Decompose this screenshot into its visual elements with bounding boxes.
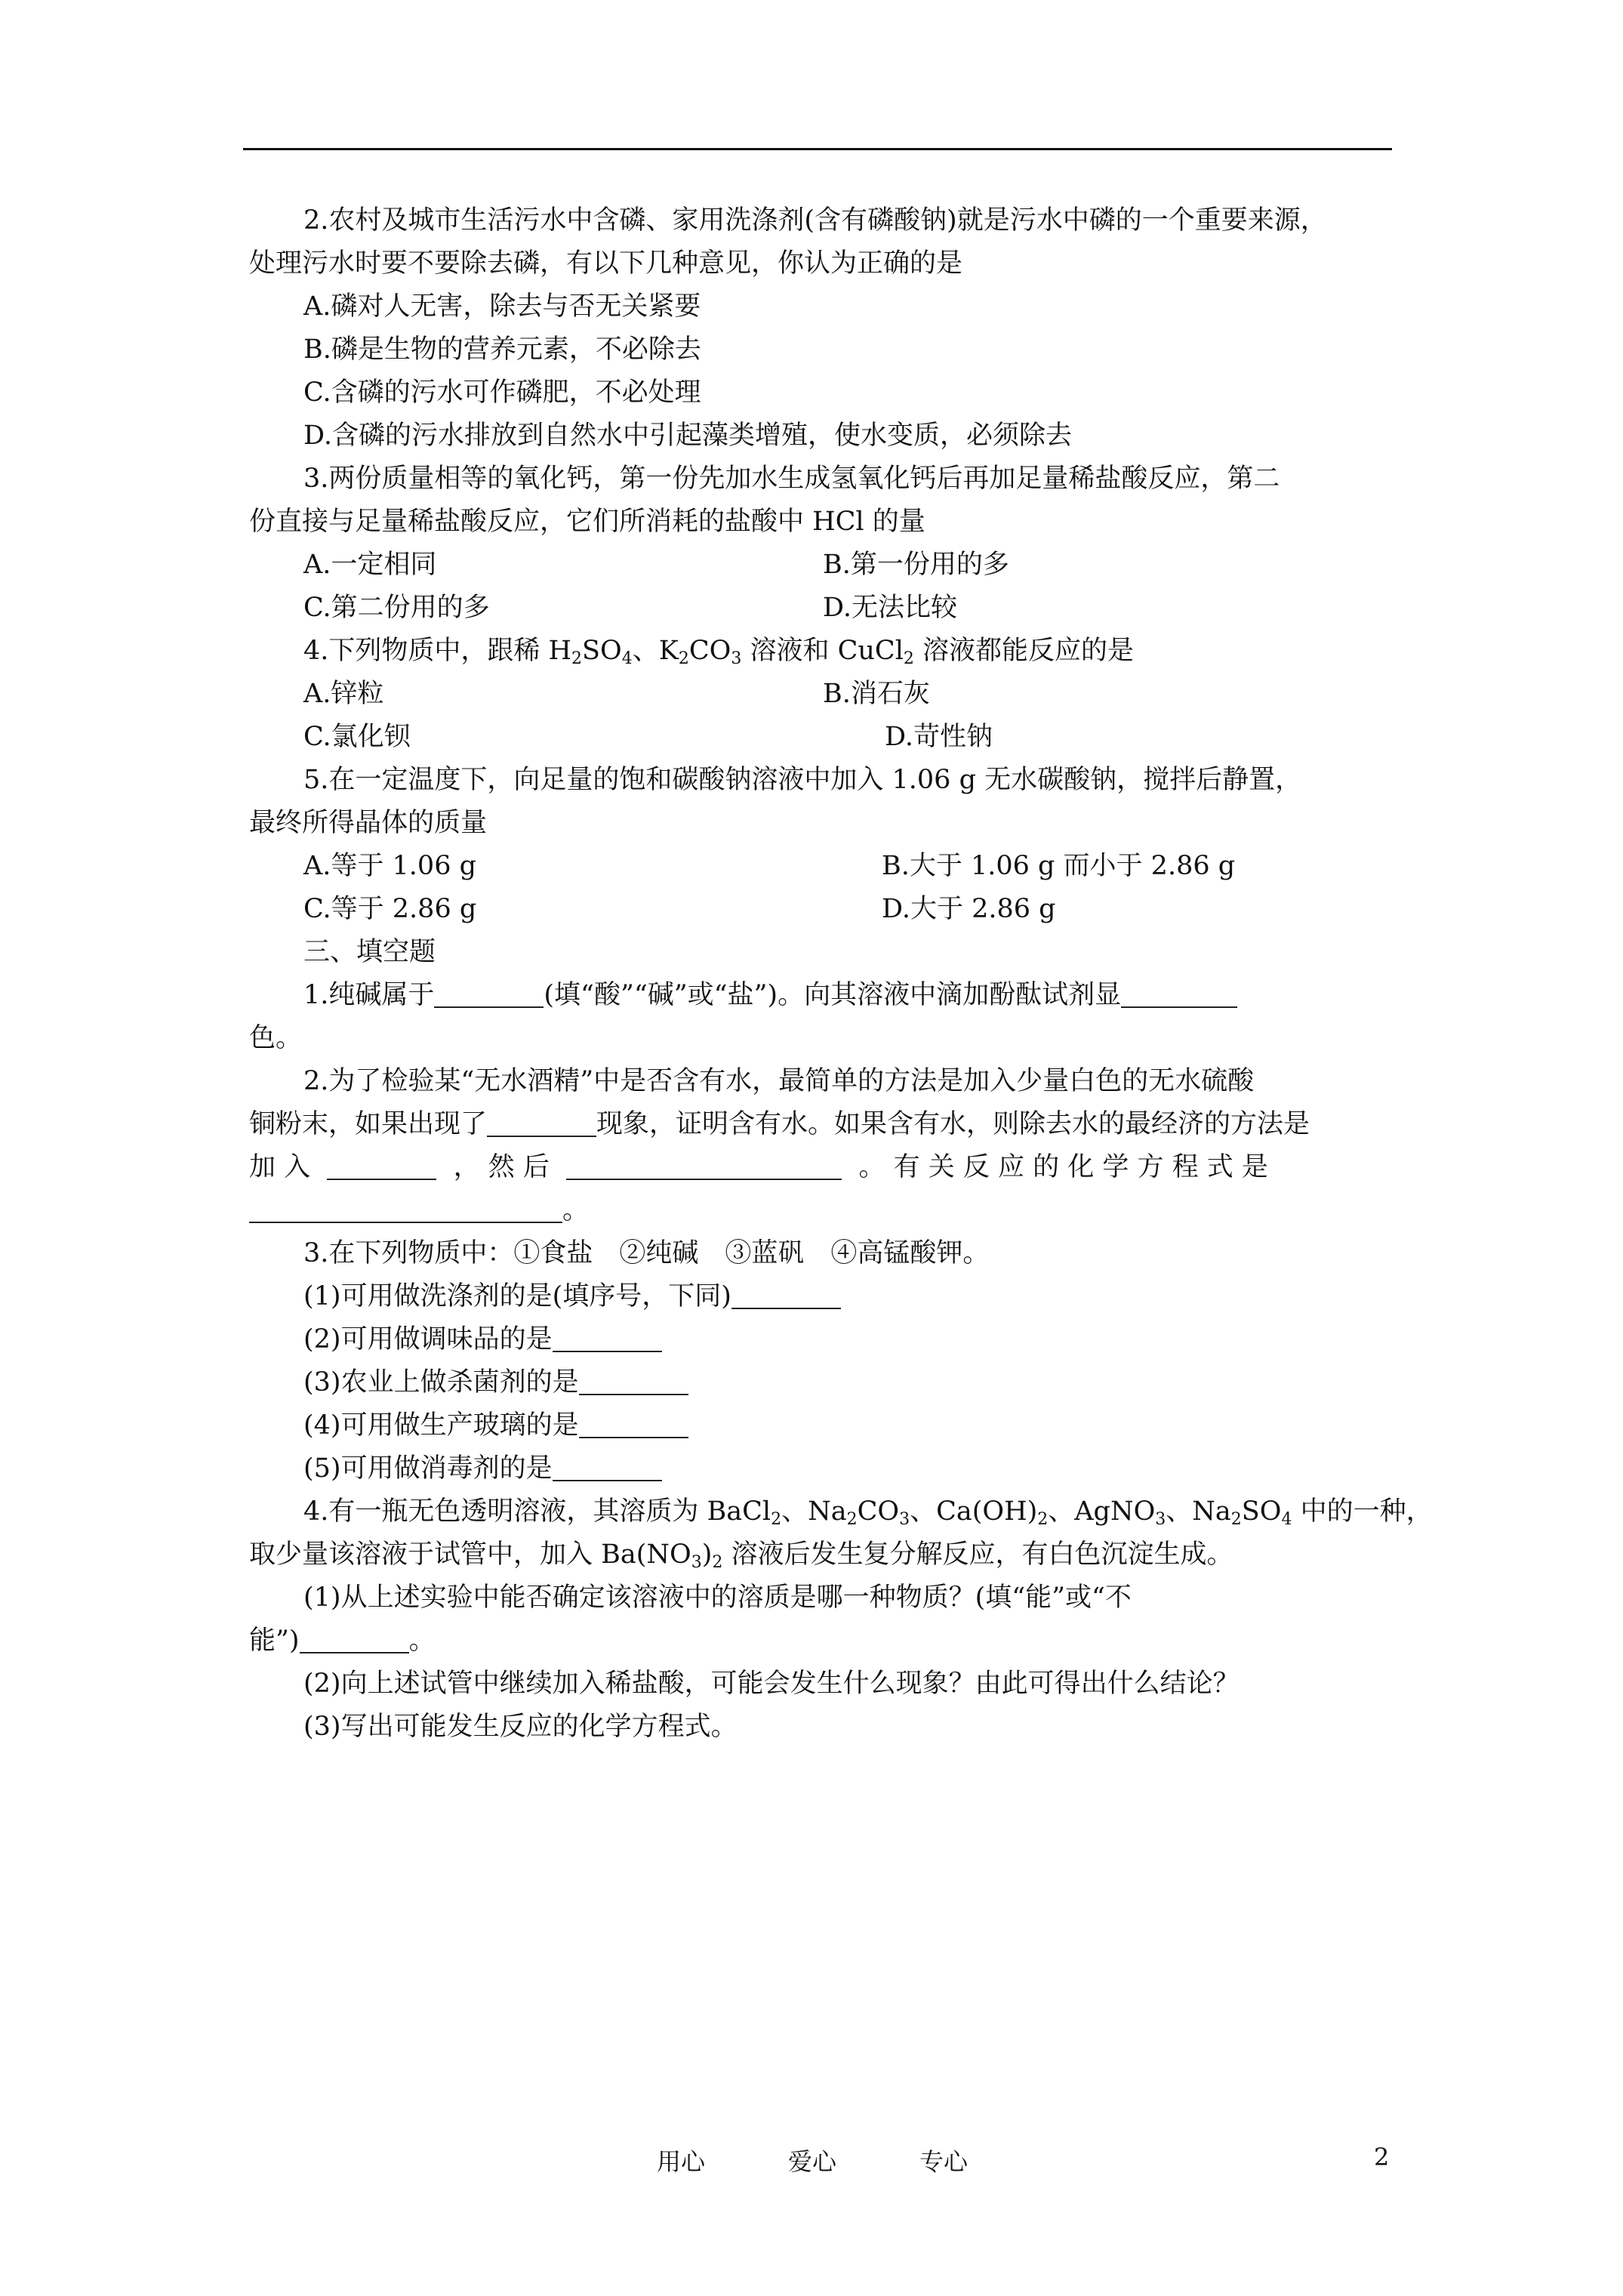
- subscript: 3: [691, 1553, 702, 1572]
- footer-motto-2: 爱心: [788, 2147, 837, 2176]
- q4-option-b: B.消石灰: [823, 679, 930, 709]
- footer-motto: [657, 2143, 968, 2177]
- f3-text: (4)可用做生产玻璃的是: [303, 1410, 579, 1441]
- q2-option-c: C.含磷的污水可作磷肥，不必处理: [303, 378, 701, 408]
- question-5: [249, 759, 1389, 931]
- q5-options-row1: [249, 845, 1389, 888]
- f2-text: 现象，证明含有水。如果含有水，则除去水的最经济的方法是: [596, 1109, 1310, 1139]
- answer-blank[interactable]: [579, 1411, 688, 1438]
- q4-stem-text: CO: [688, 636, 731, 666]
- footer-motto-3: 专心: [919, 2147, 969, 2176]
- subscript: 4: [621, 649, 633, 668]
- q2-option-a: A.磷对人无害，除去与否无关紧要: [303, 291, 701, 322]
- f4-stem-line2: [249, 1533, 1389, 1576]
- subscript: 4: [1281, 1510, 1292, 1529]
- q5-option-c: C.等于 2.86 g: [303, 894, 477, 924]
- answer-blank[interactable]: [487, 1110, 596, 1137]
- question-3: [249, 458, 1389, 630]
- f4-text: 取少量该溶液于试管中，加入 Ba(NO: [249, 1539, 691, 1570]
- f3-text: (5)可用做消毒剂的是: [303, 1453, 553, 1484]
- q4-option-c: C.氯化钡: [303, 722, 411, 752]
- answer-blank[interactable]: [579, 1368, 688, 1395]
- fill-question-4: [249, 1490, 1433, 1749]
- f1-text: (填“酸”“碱”或“盐”)。向其溶液中滴加酚酞试剂显: [544, 980, 1122, 1010]
- q5-option-a: A.等于 1.06 g: [303, 851, 476, 881]
- question-4: [249, 630, 1389, 759]
- q4-option-d: D.苛性钠: [885, 722, 993, 752]
- q3-options-row2: [249, 587, 1389, 630]
- f3-sub-2: [249, 1318, 1389, 1361]
- q2-option-d: D.含磷的污水排放到自然水中引起藻类增殖，使水变质，必须除去: [303, 421, 1072, 451]
- q5-options-row2: [249, 888, 1389, 931]
- f3-sub-3: [249, 1361, 1389, 1404]
- f2-text: 铜粉末，如果出现了: [249, 1109, 488, 1139]
- subscript: 2: [846, 1510, 858, 1529]
- q3-option-c: C.第二份用的多: [303, 593, 490, 623]
- f4-text: ): [701, 1539, 713, 1570]
- f3-sub-4: [249, 1404, 1389, 1447]
- answer-blank[interactable]: [566, 1153, 842, 1180]
- f2-text: 加 入: [249, 1152, 311, 1182]
- f4-text: 溶液后发生复分解反应，有白色沉淀生成。: [722, 1539, 1233, 1570]
- f4-text: 能”): [249, 1626, 300, 1656]
- f4-text: 4.有一瓶无色透明溶液，其溶质为 BaCl: [303, 1496, 771, 1527]
- f4-sub-3: (3)写出可能发生反应的化学方程式。: [303, 1712, 738, 1742]
- f4-sub-2: (2)向上述试管中继续加入稀盐酸，可能会发生什么现象？由此可得出什么结论？: [303, 1669, 1240, 1699]
- fill-question-2: [249, 1060, 1389, 1232]
- q2-stem-line1: 2.农村及城市生活污水中含磷、家用洗涤剂(含有磷酸钠)就是污水中磷的一个重要来源，: [303, 205, 1327, 236]
- subscript: 3: [1155, 1510, 1166, 1529]
- f4-text: 。: [408, 1626, 436, 1656]
- q3-options-row1: [249, 544, 1389, 587]
- answer-blank[interactable]: [249, 1196, 562, 1223]
- f2-text: 。 有 关 反 应 的 化 学 方 程 式 是: [858, 1152, 1268, 1182]
- footer-motto-1: 用心: [657, 2147, 706, 2176]
- subscript: 2: [1037, 1510, 1049, 1529]
- subscript: 2: [678, 649, 689, 668]
- q5-stem-line2: 最终所得晶体的质量: [249, 808, 488, 838]
- f3-stem: 3.在下列物质中：①食盐 ②纯碱 ③蓝矾 ④高锰酸钾。: [303, 1238, 990, 1268]
- q2-option-b: B.磷是生物的营养元素，不必除去: [303, 334, 701, 365]
- answer-blank[interactable]: [300, 1626, 409, 1653]
- subscript: 3: [899, 1510, 910, 1529]
- f2-line2: [249, 1103, 1389, 1146]
- f4-sub-1-line1: (1)从上述实验中能否确定该溶液中的溶质是哪一种物质？(填“能”或“不: [303, 1583, 1132, 1613]
- f1-line2: 色。: [249, 1023, 303, 1053]
- q4-stem-text: 4.下列物质中，跟稀 H: [303, 636, 572, 666]
- q4-stem-text: SO: [582, 636, 622, 666]
- section-heading: 三、填空题: [303, 937, 436, 967]
- f4-text: 、Na: [1166, 1496, 1231, 1527]
- subscript: 2: [1230, 1510, 1242, 1529]
- q4-stem: [249, 630, 1389, 673]
- document-body: [249, 199, 1433, 1749]
- f4-text: 、Ca(OH): [910, 1496, 1038, 1527]
- subscript: 3: [731, 649, 742, 668]
- f2-text: ， 然 后: [453, 1152, 550, 1182]
- subscript: 2: [903, 649, 914, 668]
- f3-text: (2)可用做调味品的是: [303, 1324, 553, 1354]
- answer-blank[interactable]: [731, 1282, 841, 1309]
- f2-line1: 2.为了检验某“无水酒精”中是否含有水，最简单的方法是加入少量白色的无水硫酸: [303, 1066, 1255, 1096]
- f1-text: 1.纯碱属于: [303, 980, 435, 1010]
- f3-sub-1: [249, 1275, 1389, 1318]
- f1-line1: [249, 974, 1389, 1017]
- f4-text: 、Na: [781, 1496, 847, 1527]
- q4-option-a: A.锌粒: [303, 679, 384, 709]
- f4-text: SO: [1241, 1496, 1282, 1527]
- q5-option-b: B.大于 1.06 g 而小于 2.86 g: [882, 851, 1236, 881]
- q4-stem-text: 溶液都能反应的是: [913, 636, 1135, 666]
- fill-question-3: [249, 1232, 1389, 1490]
- answer-blank[interactable]: [553, 1454, 662, 1481]
- q4-options-row1: [249, 673, 1389, 716]
- f3-text: (3)农业上做杀菌剂的是: [303, 1367, 579, 1398]
- f4-text: CO: [857, 1496, 900, 1527]
- header-rule: [243, 148, 1392, 150]
- q2-stem-line2: 处理污水时要不要除去磷，有以下几种意见，你认为正确的是: [249, 248, 963, 279]
- q5-option-d: D.大于 2.86 g: [882, 894, 1056, 924]
- f4-text: 中的一种，: [1292, 1496, 1433, 1527]
- f2-line3: [249, 1146, 1389, 1189]
- subscript: 2: [771, 1510, 782, 1529]
- f3-text: (1)可用做洗涤剂的是(填序号，下同): [303, 1281, 731, 1311]
- f2-text: 。: [562, 1195, 590, 1225]
- f4-text: 、AgNO: [1048, 1496, 1156, 1527]
- answer-blank[interactable]: [327, 1153, 436, 1180]
- q3-option-a: A.一定相同: [303, 550, 437, 580]
- answer-blank[interactable]: [553, 1325, 662, 1352]
- q4-stem-text: 、K: [632, 636, 679, 666]
- q3-option-b: B.第一份用的多: [823, 550, 1009, 580]
- q4-stem-text: 溶液和 CuCl: [741, 636, 904, 666]
- answer-blank[interactable]: [434, 981, 544, 1008]
- f3-sub-5: [249, 1447, 1389, 1490]
- q3-option-d: D.无法比较: [823, 593, 957, 623]
- f4-sub-1-line2: [249, 1620, 1389, 1663]
- f4-stem-line1: [249, 1490, 1433, 1533]
- subscript: 2: [712, 1553, 723, 1572]
- question-2: [249, 199, 1389, 458]
- subscript: 2: [571, 649, 583, 668]
- q5-stem-line1: 5.在一定温度下，向足量的饱和碳酸钠溶液中加入 1.06 g 无水碳酸钠，搅拌后静置，: [303, 765, 1302, 795]
- q3-stem-line2: 份直接与足量稀盐酸反应，它们所消耗的盐酸中 HCl 的量: [249, 507, 925, 537]
- q4-options-row2: [249, 716, 1389, 759]
- f2-line4: [249, 1189, 1389, 1232]
- page-number: 2: [1374, 2143, 1390, 2171]
- q3-stem-line1: 3.两份质量相等的氧化钙，第一份先加水生成氢氧化钙后再加足量稀盐酸反应，第二: [303, 464, 1280, 494]
- answer-blank[interactable]: [1121, 981, 1237, 1008]
- fill-question-1: [249, 974, 1389, 1060]
